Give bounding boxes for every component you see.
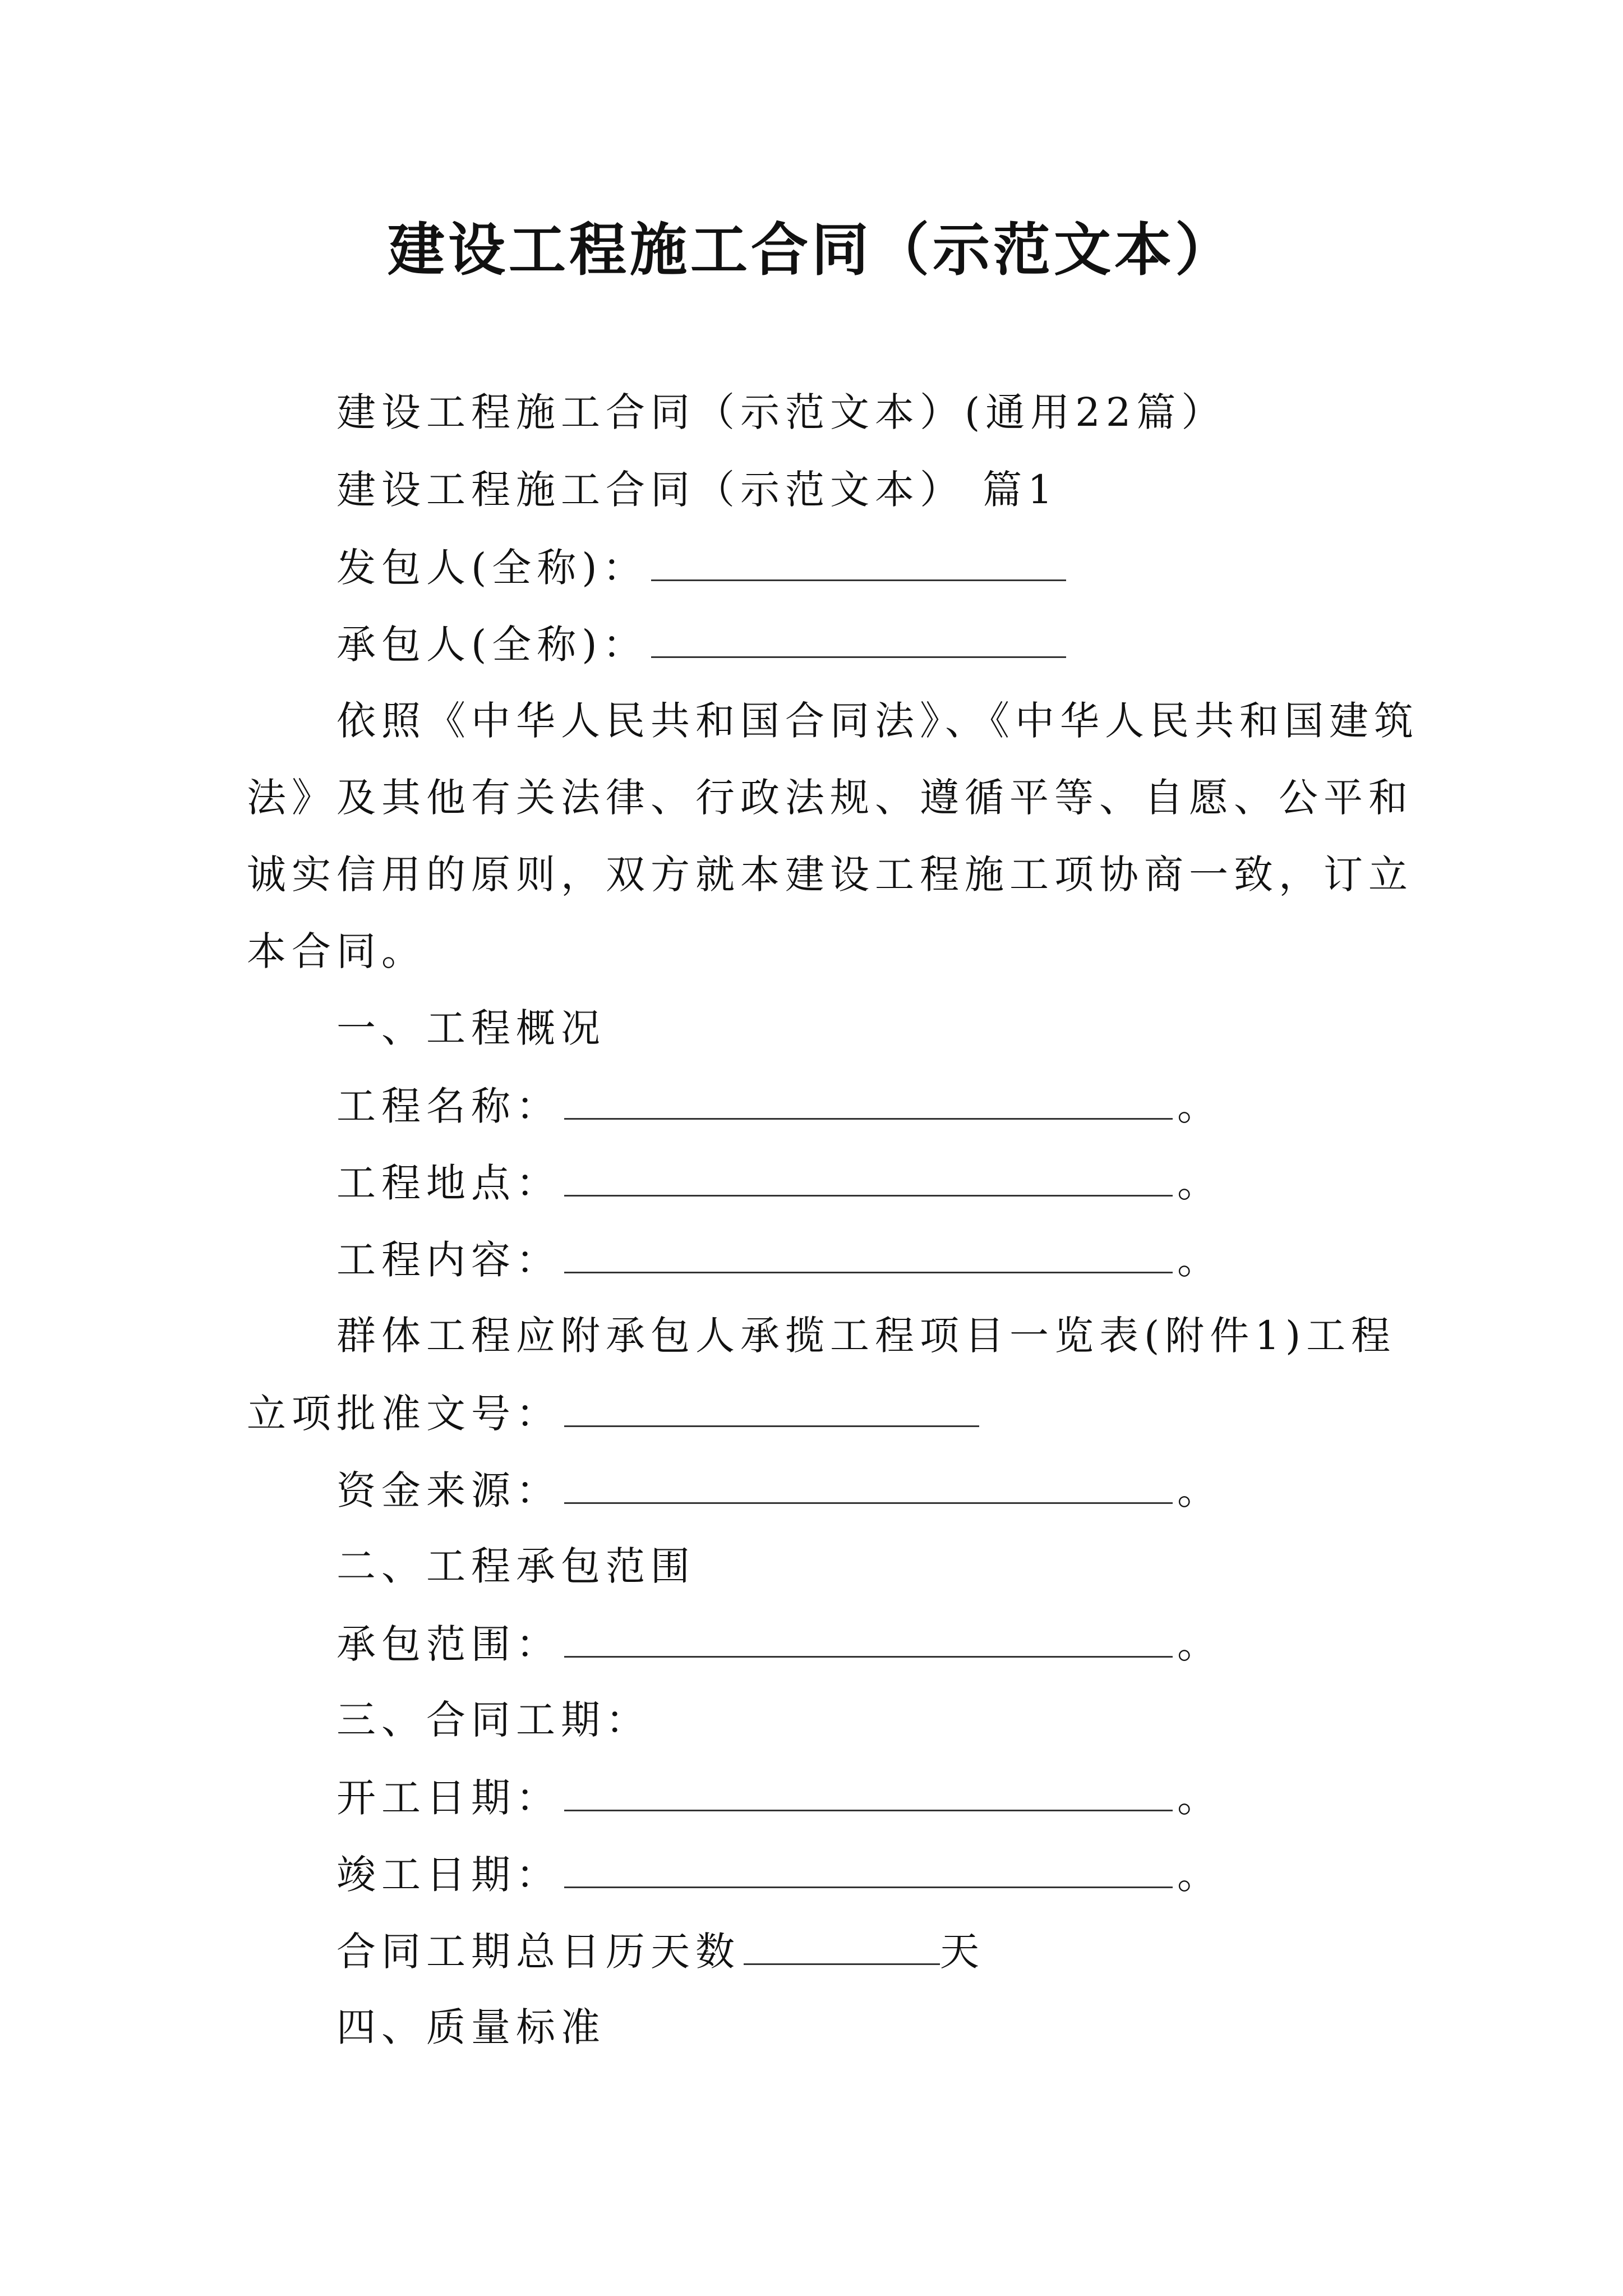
project-location-blank[interactable] <box>564 1162 1173 1197</box>
start-date-blank[interactable] <box>564 1777 1173 1811</box>
completion-date-label: 竣工日期： <box>336 1852 561 1898</box>
group-project-line: 群体工程应附承包人承揽工程项目一览表(附件1)工程 <box>336 1313 1396 1359</box>
scope-label: 承包范围： <box>336 1621 561 1667</box>
scope-blank[interactable] <box>564 1623 1173 1658</box>
party-a-blank[interactable] <box>651 547 1066 581</box>
project-name-row <box>336 1083 1222 1129</box>
period-mark: 。 <box>1177 1775 1222 1821</box>
party-b-label: 承包人(全称)： <box>336 622 648 668</box>
period-mark: 。 <box>1177 1467 1222 1513</box>
approval-number-label: 立项批准文号： <box>247 1391 561 1437</box>
funding-source-blank[interactable] <box>564 1470 1173 1504</box>
period-mark: 。 <box>1177 1621 1222 1667</box>
period-mark: 。 <box>1177 1160 1222 1206</box>
start-date-row <box>336 1775 1222 1821</box>
total-days-unit: 天 <box>940 1929 985 1975</box>
project-location-row <box>336 1160 1222 1206</box>
section1-heading: 一、工程概况 <box>336 1005 606 1051</box>
scope-row <box>336 1621 1222 1667</box>
approval-number-row <box>247 1391 979 1437</box>
project-location-label: 工程地点： <box>336 1160 561 1206</box>
intro-line-1: 依照《中华人民共和国合同法》、《中华人民共和国建筑 <box>336 698 1419 744</box>
completion-date-blank[interactable] <box>564 1854 1173 1888</box>
party-b-row <box>336 622 1066 668</box>
party-a-row <box>336 545 1066 591</box>
subtitle-collection: 建设工程施工合同（示范文本）(通用22篇） <box>336 389 1227 435</box>
period-mark: 。 <box>1177 1083 1222 1129</box>
intro-line-4: 本合同。 <box>247 928 426 974</box>
project-content-row <box>336 1237 1222 1283</box>
project-content-blank[interactable] <box>564 1239 1173 1273</box>
period-mark: 。 <box>1177 1852 1222 1898</box>
approval-number-blank[interactable] <box>564 1393 979 1427</box>
intro-line-2: 法》及其他有关法律、行政法规、遵循平等、自愿、公平和 <box>247 775 1413 821</box>
section2-heading: 二、工程承包范围 <box>336 1543 695 1589</box>
subtitle-part: 建设工程施工合同（示范文本） 篇1 <box>336 467 1058 513</box>
total-days-row <box>336 1929 985 1975</box>
total-days-blank[interactable] <box>744 1931 940 1965</box>
document-title: 建设工程施工合同（示范文本） <box>388 217 1235 284</box>
period-mark: 。 <box>1177 1237 1222 1283</box>
project-name-label: 工程名称： <box>336 1083 561 1129</box>
start-date-label: 开工日期： <box>336 1775 561 1821</box>
project-name-blank[interactable] <box>564 1085 1173 1120</box>
party-a-label: 发包人(全称)： <box>336 545 648 591</box>
section4-heading: 四、质量标准 <box>336 2004 606 2050</box>
section3-heading: 三、合同工期： <box>336 1697 651 1743</box>
party-b-blank[interactable] <box>651 624 1066 658</box>
completion-date-row <box>336 1852 1222 1898</box>
funding-source-label: 资金来源： <box>336 1467 561 1513</box>
funding-source-row <box>336 1467 1222 1513</box>
project-content-label: 工程内容： <box>336 1237 561 1283</box>
total-days-label: 合同工期总日历天数 <box>336 1929 740 1975</box>
intro-line-3: 诚实信用的原则，双方就本建设工程施工项协商一致，订立 <box>247 852 1413 898</box>
